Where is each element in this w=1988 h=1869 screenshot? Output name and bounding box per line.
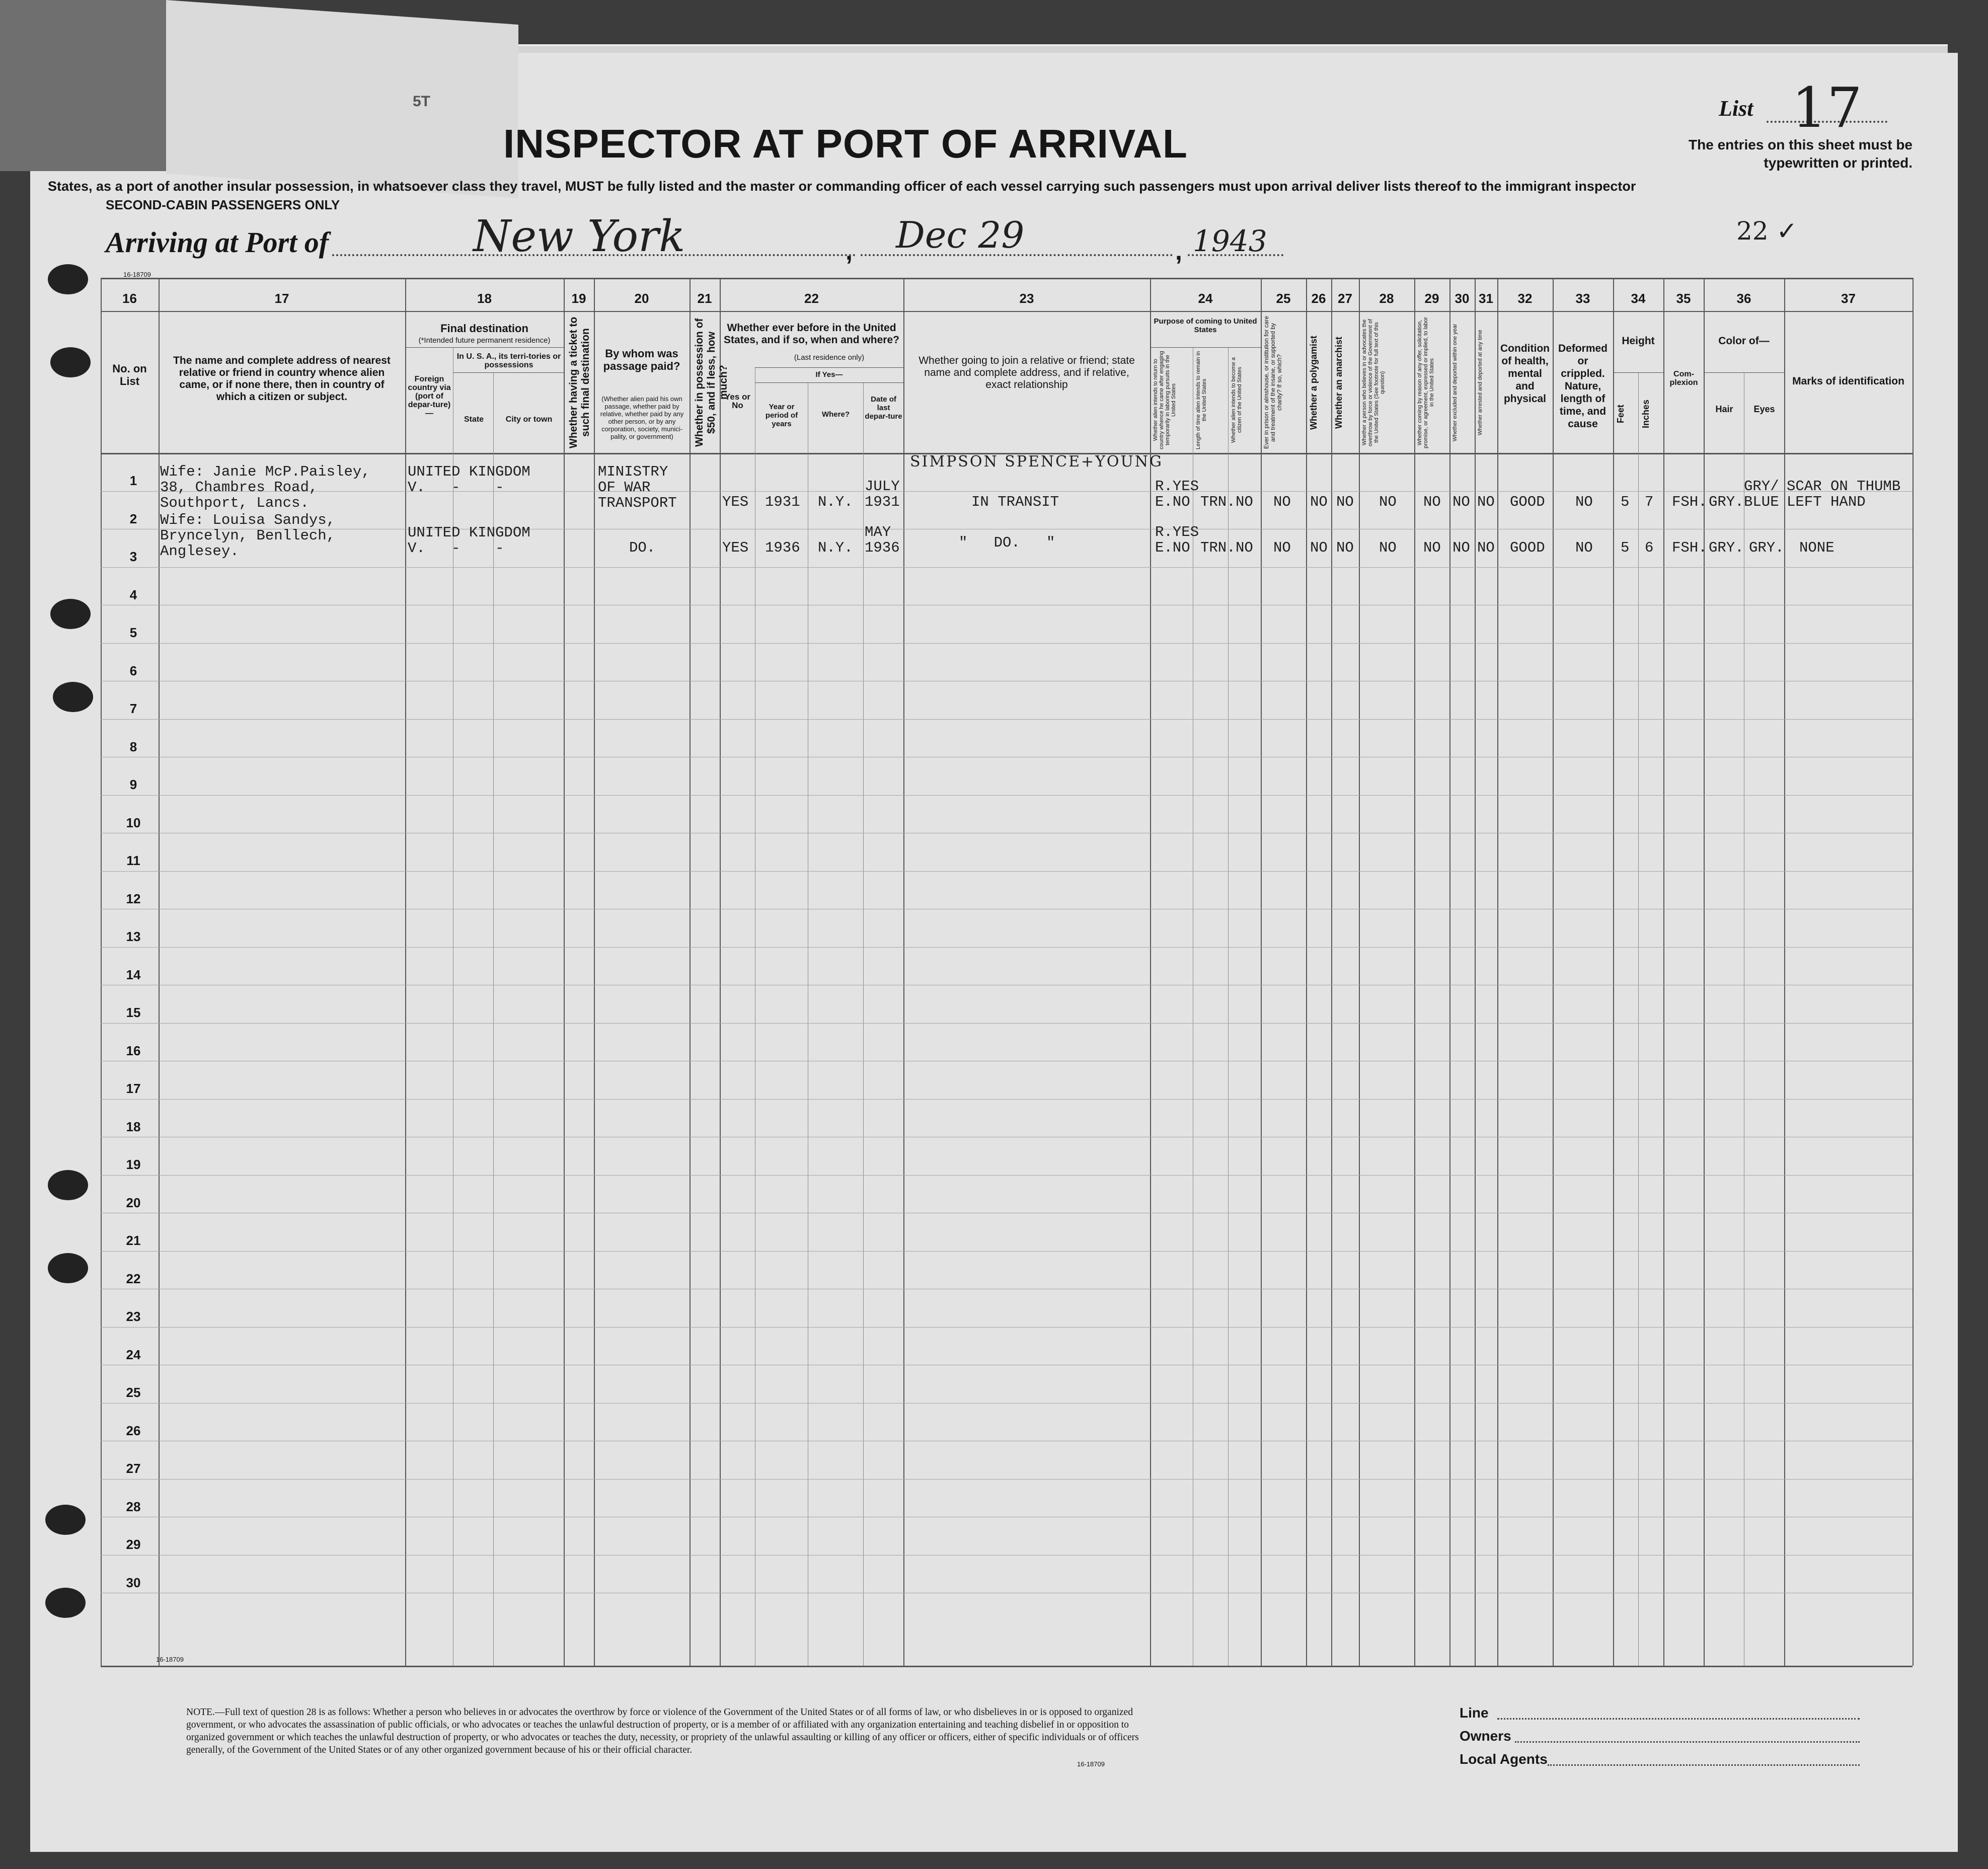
colnum-19: 19 (571, 291, 586, 306)
entry-2-hair: GRY. (1709, 539, 1744, 556)
row-number: 29 (126, 1537, 141, 1552)
heading-going-to-join: Whether going to join a relative or friend; state name and complete address, and if relative, exact relationship (919, 355, 1135, 391)
colnum-36: 36 (1736, 291, 1751, 306)
entry-2-c31: NO (1477, 539, 1495, 556)
heading-ever-before: Whether ever before in the United States, and if so, when and where? (724, 322, 899, 346)
heading-purpose-return: Whether alien intends to return to country whence he came after engaging temporarily in laboring pursuits in the United States (1153, 351, 1177, 449)
row-rule (101, 795, 1913, 796)
col-divider (493, 372, 494, 1666)
heading-final-destination: Final destination (440, 322, 528, 335)
owners-underline (1515, 1741, 1860, 1743)
row-number: 21 (126, 1233, 141, 1248)
row-number: 16 (126, 1043, 141, 1058)
heading-no-on-list: No. on List (112, 362, 147, 387)
entry-1-c26: NO (1310, 494, 1328, 510)
row-rule (101, 1251, 1913, 1252)
row-rule (101, 947, 1913, 948)
heading-anarchist: Whether an anarchist (1334, 336, 1344, 429)
comma: , (846, 237, 853, 265)
row-rule (101, 1023, 1913, 1024)
entry-1-eyes: GRY/ BLUE (1744, 478, 1779, 510)
colnum-32: 32 (1517, 291, 1533, 306)
table-bottom-rule (101, 1666, 1913, 1667)
entry-2-c30: NO (1452, 539, 1470, 556)
colnum-34: 34 (1631, 291, 1646, 306)
heading-overthrow: Whether a person who believes in or advocates the overthrow by force or violence of the Government of the United States (See footnote for full text of this question) (1361, 319, 1386, 446)
entry-2-destination: UNITED KINGDOM V. - - (408, 524, 530, 557)
arriving-label: Arriving at Port of (106, 226, 329, 259)
heading-inches: Inches (1641, 399, 1651, 429)
entry-2-eyes: GRY. (1749, 539, 1784, 556)
year-underline (1188, 254, 1283, 256)
col-divider (1359, 278, 1360, 1666)
entry-2-marks: NONE (1799, 539, 1834, 556)
line-label: Line (1460, 1705, 1489, 1721)
row-number: 4 (129, 587, 137, 602)
entry-1-paid-by: MINISTRY OF WAR TRANSPORT (598, 463, 677, 511)
binder-hole (48, 1253, 88, 1283)
col-divider (863, 382, 864, 1666)
heading-health: Condition of health, mental and physical (1500, 343, 1550, 405)
entry-1-before-where: N.Y. (818, 494, 853, 510)
entry-1-c30: NO (1452, 494, 1470, 510)
list-note: The entries on this sheet must be typewritten or printed. (1689, 137, 1913, 171)
entry-1-destination: UNITED KINGDOM V. - - (408, 463, 530, 496)
colnum-16: 16 (122, 291, 137, 306)
entry-1-c25: NO (1273, 494, 1291, 510)
entry-2-c26: NO (1310, 539, 1328, 556)
colnum-37: 37 (1841, 291, 1856, 306)
col-divider (1414, 278, 1415, 1666)
col-divider (1638, 372, 1639, 1666)
heading-years: Year or period of years (765, 403, 798, 428)
sub-rule (1613, 372, 1663, 373)
entry-2-feet: 5 (1621, 539, 1630, 556)
col-divider (1497, 278, 1498, 1666)
colnum-26: 26 (1311, 291, 1326, 306)
form-number-top: 16-18709 (123, 271, 151, 278)
heading-yes-no: Yes or No (724, 392, 751, 410)
entry-2-join: " DO. " (959, 534, 1055, 551)
entry-2-purpose-c: NO (1236, 539, 1253, 556)
col-divider (1613, 278, 1614, 1666)
colnum-22: 22 (804, 291, 819, 306)
entry-2-before-yes: YES (722, 539, 749, 556)
row-rule (101, 491, 1913, 492)
row-number: 1 (129, 473, 137, 488)
heading-height: Height (1622, 335, 1655, 347)
list-label: List (1719, 96, 1753, 121)
row-number: 15 (126, 1005, 141, 1020)
colnum-31: 31 (1479, 291, 1493, 306)
col-divider (903, 278, 904, 1666)
dark-tab (0, 0, 166, 171)
heading-polygamist: Whether a polygamist (1309, 335, 1319, 430)
colnum-30: 30 (1455, 291, 1470, 306)
entry-2-purpose-b: TRN. (1200, 539, 1236, 556)
entry-2-c28: NO (1379, 539, 1397, 556)
col-divider (1663, 278, 1664, 1666)
local-agents-underline (1548, 1764, 1860, 1766)
colnum-27: 27 (1338, 291, 1352, 306)
entry-2-relative: Wife: Louisa Sandys, Bryncelyn, Benllech, Anglesey. (160, 512, 336, 560)
row-number: 14 (126, 967, 141, 982)
entry-1-before-years: 1931 (765, 494, 800, 510)
heading-eyes: Eyes (1753, 404, 1775, 414)
row-number: 25 (126, 1385, 141, 1400)
heading-marks: Marks of identification (1792, 375, 1904, 387)
port-handwritten: New York (473, 211, 685, 262)
entry-2-purpose-a: R.YES E.NO (1155, 524, 1199, 556)
col-divider (1449, 278, 1450, 1666)
heading-purpose-length: Length of time alien intends to remain in the United States (1195, 351, 1207, 449)
heading-hair: Hair (1715, 404, 1733, 414)
entry-1-before-yes: YES (722, 494, 749, 510)
heading-city: City or town (505, 415, 553, 424)
col-divider (1913, 278, 1914, 1666)
row-number: 9 (129, 777, 137, 792)
entry-1-inches: 7 (1645, 494, 1654, 510)
entry-1-hair: GRY. (1709, 494, 1744, 510)
col-divider (1553, 278, 1554, 1666)
entry-1-feet: 5 (1621, 494, 1630, 510)
form-number-bottom: 16-18709 (156, 1656, 184, 1663)
row-rule (101, 1327, 1913, 1328)
heading-excluded: Whether excluded and deported within one year (1452, 324, 1458, 441)
row-number: 12 (126, 891, 141, 906)
row-number: 7 (129, 701, 137, 716)
entry-2-before-date: MAY 1936 (865, 524, 900, 556)
entry-2-c27: NO (1336, 539, 1354, 556)
entry-1-c31: NO (1477, 494, 1495, 510)
entry-2-paid-by: DO. (629, 539, 656, 556)
colnum-20: 20 (634, 291, 649, 306)
row-rule (101, 643, 1913, 644)
colnum-28: 28 (1379, 291, 1394, 306)
heading-complexion: Com-plexion (1669, 370, 1698, 387)
col-divider (690, 278, 691, 1666)
entry-1-relative: Wife: Janie McP.Paisley, 38, Chambres Road, Southport, Lancs. (160, 463, 370, 511)
entry-2-before-years: 1936 (765, 539, 800, 556)
comma: , (1175, 237, 1182, 265)
sub-rule (755, 382, 903, 383)
colnum-33: 33 (1575, 291, 1590, 306)
row-number: 26 (126, 1423, 141, 1438)
entry-2-health: GOOD (1510, 539, 1545, 556)
row-number: 5 (129, 625, 137, 640)
row-number: 30 (126, 1575, 141, 1590)
colnum-23: 23 (1019, 291, 1034, 306)
colnum-25: 25 (1276, 291, 1291, 306)
row-number: 24 (126, 1347, 141, 1362)
row-number: 27 (126, 1461, 141, 1476)
heading-if-yes: If Yes— (815, 370, 843, 379)
form-subtitle: SECOND-CABIN PASSENGERS ONLY (106, 197, 340, 212)
heading-final-destination-sub: (*Intended future permanent residence) (418, 336, 551, 345)
col-divider (1261, 278, 1262, 1666)
heading-color-of: Color of— (1718, 335, 1770, 347)
heading-last-departure: Date of last depar-ture (865, 395, 902, 421)
line-underline (1497, 1718, 1860, 1720)
entry-1-before-date: JULY 1931 (865, 478, 900, 510)
entry-1-join-note: SIMPSON SPENCE+YOUNG (910, 453, 1164, 471)
row-number: 20 (126, 1195, 141, 1210)
heading-ticket: Whether having a ticket to such final destination (568, 317, 591, 448)
row-rule (101, 871, 1913, 872)
row-number: 11 (126, 853, 140, 868)
row-number: 22 (126, 1271, 141, 1286)
binder-hole (53, 682, 93, 712)
entry-2-inches: 6 (1645, 539, 1654, 556)
col-divider (1704, 278, 1705, 1666)
colnum-35: 35 (1676, 291, 1691, 306)
heading-feet: Feet (1616, 405, 1626, 424)
row-number: 18 (126, 1119, 141, 1134)
sub-rule (755, 367, 903, 368)
row-number: 28 (126, 1499, 141, 1514)
entry-1-deformed: NO (1575, 494, 1593, 510)
entry-1-marks: SCAR ON THUMB LEFT HAND (1787, 478, 1901, 510)
sub-rule (405, 347, 564, 348)
heading-passage-paid-sub: (Whether alien paid his own passage, whether paid by relative, whether paid by any other person, or by any corporation, society, munici-pality, or government) (600, 395, 684, 440)
colnum-rule (101, 311, 1913, 312)
row-number: 10 (126, 815, 141, 830)
entry-1-health: GOOD (1510, 494, 1545, 510)
colnum-18: 18 (477, 291, 492, 306)
row-number: 17 (126, 1081, 141, 1096)
heading-where: Where? (821, 410, 850, 419)
entry-2-before-where: N.Y. (818, 539, 853, 556)
sub-rule (1150, 347, 1261, 348)
row-rule (101, 719, 1913, 720)
heading-nearest-relative: The name and complete address of nearest relative or friend in country whence alien came, or if none there, then in country of which a citizen or subject. (173, 355, 391, 403)
entry-1-purpose-b: TRN. (1200, 494, 1236, 510)
row-rule (101, 1175, 1913, 1176)
sub-rule (453, 372, 564, 373)
entry-1-complexion: FSH. (1672, 494, 1707, 510)
heading-deformed: Deformed or crippled. Nature, length of time, and cause (1558, 343, 1608, 430)
col-divider (1331, 278, 1332, 1666)
form-number-footer: 16-18709 (1077, 1760, 1105, 1768)
binder-hole (48, 264, 88, 294)
binder-hole (50, 347, 91, 377)
entry-1-purpose-a: R.YES E.NO (1155, 478, 1199, 510)
entry-2-c29: NO (1423, 539, 1441, 556)
row-number: 2 (129, 511, 137, 526)
heading-purpose-citizen: Whether alien intends to become a citizen of the United States (1231, 357, 1243, 443)
col-divider (159, 278, 160, 1666)
heading-fifty-dollars: Whether in possession of $50, and if less, how much? (694, 318, 729, 447)
row-number: 6 (129, 663, 137, 678)
entry-2-deformed: NO (1575, 539, 1593, 556)
sub-rule (1704, 372, 1784, 373)
row-number: 19 (126, 1157, 141, 1172)
heading-prison: Ever in prison or almshouse, or institution for care and treatment of the insane, or supported by charity? If so, which? (1263, 316, 1283, 449)
entry-1-c27: NO (1336, 494, 1354, 510)
form-title: INSPECTOR AT PORT OF ARRIVAL (503, 121, 1188, 166)
heading-ever-before-sub: (Last residence only) (794, 353, 865, 362)
list-number: 17 (1792, 75, 1862, 140)
row-number: 3 (129, 549, 137, 564)
row-rule (101, 1099, 1913, 1100)
col-divider (405, 278, 406, 1666)
entry-1-purpose-c: NO (1236, 494, 1253, 510)
binder-hole (45, 1588, 86, 1618)
row-number: 13 (126, 929, 141, 944)
colnum-24: 24 (1198, 291, 1213, 306)
year-handwritten: 1943 (1193, 224, 1267, 258)
entry-2-c25: NO (1273, 539, 1291, 556)
owners-label: Owners (1460, 1728, 1511, 1744)
colnum-17: 17 (274, 291, 289, 306)
binder-hole (48, 1170, 88, 1200)
col-divider (1150, 278, 1151, 1666)
row-number: 23 (126, 1309, 141, 1324)
date-handwritten: Dec 29 (896, 214, 1025, 256)
row-rule (101, 567, 1913, 568)
heading-foreign-country: Foreign country via (port of depar-ture)— (408, 375, 451, 418)
col-divider (564, 278, 565, 1666)
header-rule (101, 278, 1913, 279)
col-divider (101, 278, 102, 1666)
col-divider (1784, 278, 1785, 1666)
colnum-21: 21 (697, 291, 712, 306)
stamp-text: 5T (413, 93, 431, 110)
sheet-mark: 22 ✓ (1736, 216, 1798, 246)
heading-arrested: Whether arrested and deported at any time (1477, 330, 1483, 435)
heading-purpose: Purpose of coming to United States (1154, 317, 1257, 334)
row-rule (101, 1403, 1913, 1404)
heading-passage-paid: By whom was passage paid? (603, 347, 680, 372)
footnote-question-28: NOTE.—Full text of question 28 is as follows: Whether a person who believes in or advocates the overthrow by force or violence of the Government of the United States or of all forms of law, or who disbelieves in or is opposed to organized government, or who advocates the assassination of public officials, or who advocates or teaches the unlawful destruction of property, or is a member of or affiliated with any organization entertaining and teaching disbelief in or opposition to organized government or which teaches the unlawful destruction of property, or who advocates or teaches the duty, necessity, or propriety of the unlawful assaulting or killing of any officer or officers, either of specific individuals or of officers generally, of the Government of the United States or of any other organized government because of his or their official character. (186, 1707, 1139, 1755)
entry-1-c28: NO (1379, 494, 1397, 510)
form-preamble: States, as a port of another insular possession, in whatsoever class they travel, MUST be fully listed and the master or commanding officer of each vessel carrying such passengers must upon arrival deliver lists thereof to the immigrant inspector (48, 179, 1636, 194)
binder-hole (50, 599, 91, 629)
entry-1-c29: NO (1423, 494, 1441, 510)
col-divider (594, 278, 595, 1666)
folded-tab (166, 0, 518, 198)
binder-hole (45, 1505, 86, 1535)
row-number: 8 (129, 739, 137, 754)
col-divider (720, 278, 721, 1666)
col-divider (1306, 278, 1307, 1666)
colnum-29: 29 (1424, 291, 1439, 306)
col-divider (1475, 278, 1476, 1666)
entry-1-join: IN TRANSIT (971, 494, 1059, 510)
manifest-sheet (30, 53, 1958, 1852)
heading-labor-offer: Whether coming by reason of any offer, solicitation, promise, or agreement, expressed or implied, to labor in the United States (1417, 317, 1435, 448)
heading-in-usa: In U. S. A., its terri-tories or possessions (456, 352, 561, 369)
heading-state: State (464, 415, 484, 424)
local-agents-label: Local Agents (1460, 1751, 1548, 1767)
entry-2-complexion: FSH. (1672, 539, 1707, 556)
